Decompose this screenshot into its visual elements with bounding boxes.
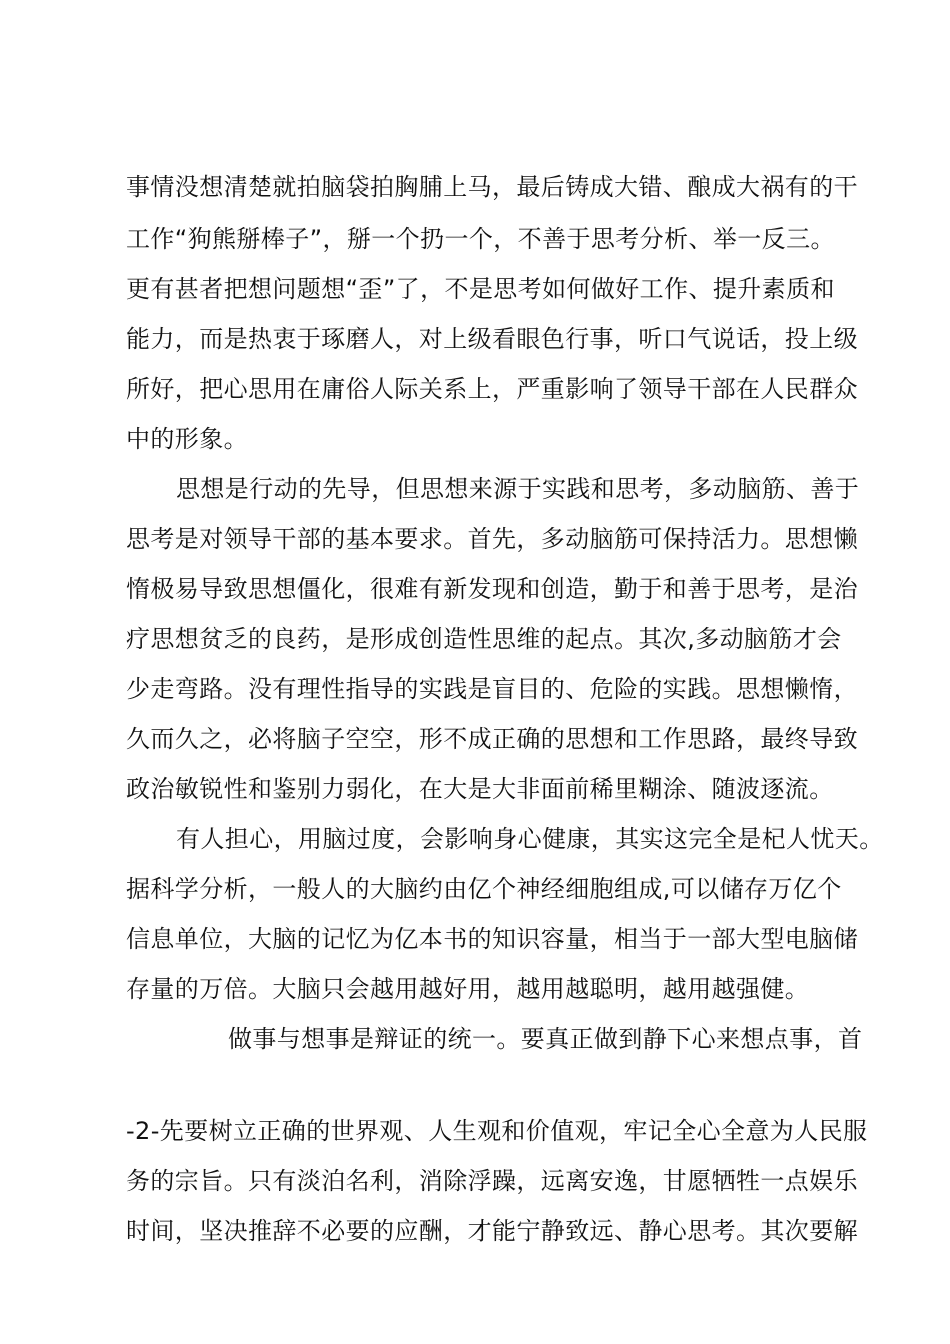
paragraph-line: 惰极易导致思想僵化，很难有新发现和创造，勤于和善于思考，是治 xyxy=(126,575,858,603)
paragraph-line-with-page-marker xyxy=(126,1116,867,1146)
paragraph-line: 久而久之，必将脑子空空，形不成正确的思想和工作思路，最终导致 xyxy=(126,725,858,753)
paragraph-line: 做事与想事是辩证的统一。要真正做到静下心来想点事，首 xyxy=(228,1025,863,1053)
paragraph-line: 能力，而是热衷于琢磨人，对上级看眼色行事，听口气说话，投上级 xyxy=(126,325,858,353)
paragraph-line: 少走弯路。没有理性指导的实践是盲目的、危险的实践。思想懒惰， xyxy=(126,675,858,703)
paragraph-line: 政治敏锐性和鉴别力弱化，在大是大非面前稀里糊涂、随波逐流。 xyxy=(126,775,834,803)
paragraph-line: 疗思想贫乏的良药，是形成创造性思维的起点。其次,多动脑筋才会 xyxy=(126,625,842,653)
paragraph-line: 工作“狗熊掰棒子”，掰一个扔一个，不善于思考分析、举一反三。 xyxy=(126,225,835,253)
paragraph-line: 中的形象。 xyxy=(126,425,248,453)
paragraph-line: 思考是对领导干部的基本要求。首先，多动脑筋可保持活力。思想懒 xyxy=(126,525,858,553)
paragraph-line: 思想是行动的先导，但思想来源于实践和思考，多动脑筋、善于 xyxy=(176,475,860,503)
paragraph-line: 所好，把心思用在庸俗人际关系上，严重影响了领导干部在人民群众 xyxy=(126,375,858,403)
paragraph-line: 存量的万倍。大脑只会越用越好用，越用越聪明，越用越强健。 xyxy=(126,975,810,1003)
paragraph-line-text: 先要树立正确的世界观、人生观和价值观，牢记全心全意为人民服 xyxy=(159,1117,868,1145)
paragraph-line: 信息单位，大脑的记忆为亿本书的知识容量，相当于一部大型电脑储 xyxy=(126,925,858,953)
paragraph-line: 更有甚者把想问题想“歪”了，不是思考如何做好工作、提升素质和 xyxy=(126,275,835,303)
paragraph-line: 事情没想清楚就拍脑袋拍胸脯上马，最后铸成大错、酿成大祸有的干 xyxy=(126,173,858,201)
page-number-marker: -2- xyxy=(126,1117,160,1145)
paragraph-line: 据科学分析，一般人的大脑约由亿个神经细胞组成,可以储存万亿个 xyxy=(126,875,842,903)
paragraph-line: 时间，坚决推辞不必要的应酬，才能宁静致远、静心思考。其次要解 xyxy=(126,1217,858,1245)
paragraph-line: 有人担心，用脑过度，会影响身心健康，其实这完全是杞人忧天。 xyxy=(176,825,884,853)
paragraph-line: 务的宗旨。只有淡泊名利，消除浮躁，远离安逸，甘愿牺牲一点娱乐 xyxy=(126,1167,858,1195)
